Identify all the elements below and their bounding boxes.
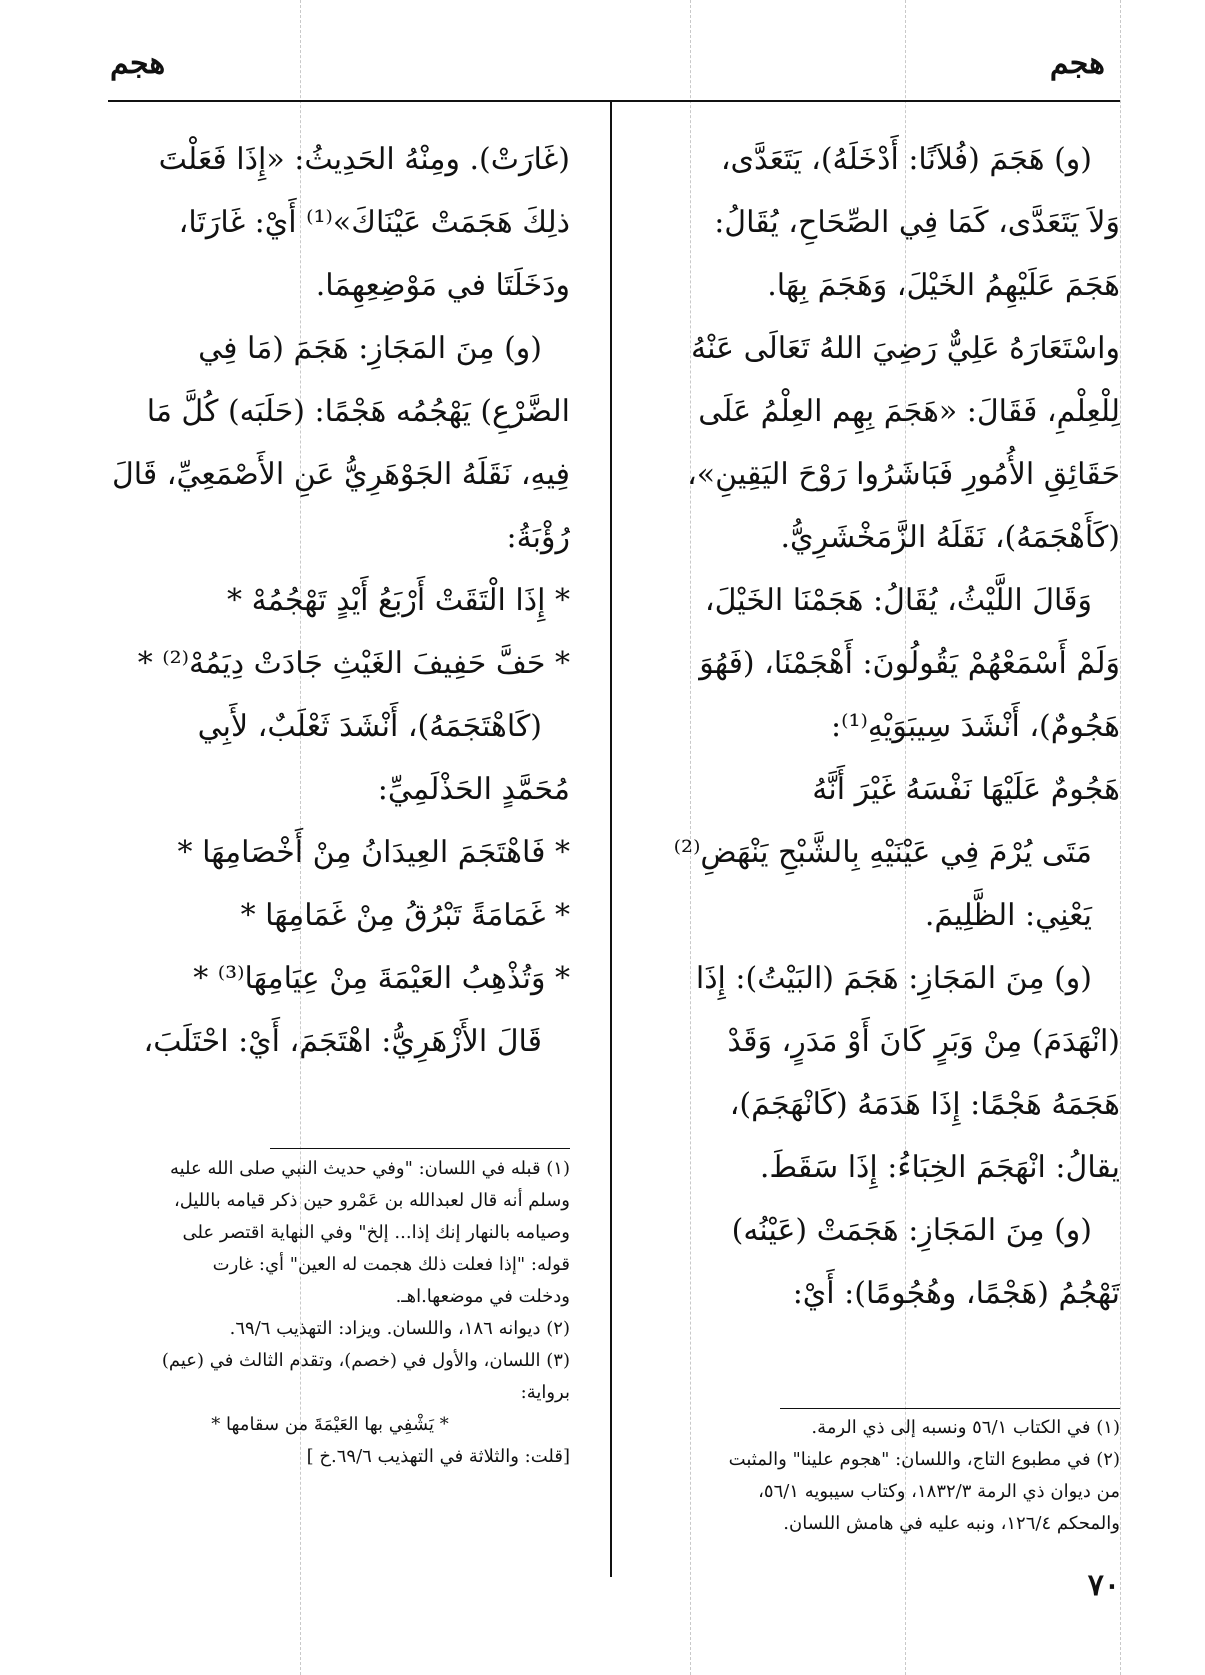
footnote-line: ودخلت في موضعها.اهـ. (395, 1286, 570, 1307)
scan-artifact (1120, 0, 1121, 1675)
footnote-verse: * يَشْفِي بها العَيْمَةَ من سقامها * (211, 1414, 449, 1435)
text-line: تَهْجُمُ (هَجْمًا، وهُجُومًا): أَيْ: (792, 1276, 1120, 1311)
text-line: مُحَمَّدٍ الحَذْلَمِيِّ: (377, 772, 570, 807)
text-line: هَجُومٌ)، أَنْشَدَ سِيبَوَيْهِ⁽¹⁾: (831, 709, 1120, 744)
column-divider (610, 102, 612, 1577)
verse-line: هَجُومٌ عَلَيْهَا نَفْسَهُ غَيْرَ أَنَّهُ (812, 772, 1120, 807)
text-line: (و) مِنَ المَجَازِ: هَجَمَ (البَيْتُ): إِذَا (695, 961, 1092, 996)
text-line: يَعْنِي: الظَّلِيمَ. (924, 898, 1092, 933)
verse-line: * حَفَّ حَفِيفَ الغَيْثِ جَادَتْ دِيَمُهْ⁽²⁾ * (137, 646, 570, 681)
verse-line: * فَاهْتَجَمَ العِيدَانُ مِنْ أَخْصَامِهَا * (177, 835, 570, 870)
text-line: فِيهِ، نَقَلَهُ الجَوْهَرِيُّ عَنِ الأَصْمَعِيِّ، قَالَ (111, 457, 570, 492)
text-line: (كَاهْتَجَمَهُ)، أَنْشَدَ ثَعْلَبٌ، لأَبِي (197, 709, 542, 744)
footnotes-right (640, 1412, 1120, 1540)
text-line: رُؤْبَةُ: (506, 520, 570, 555)
footnote-rule-right (780, 1408, 1120, 1409)
footnote-line: برواية: (520, 1382, 570, 1403)
footnotes-left (90, 1153, 570, 1473)
text-line: ذلِكَ هَجَمَتْ عَيْنَاكَ»⁽¹⁾ أَيْ: غَارَتَا، (178, 205, 570, 240)
footnote-line: (٣) اللسان، والأول في (خصم)، وتقدم الثالث في (عيم) (161, 1350, 570, 1371)
text-line: وَلَمْ أَسْمَعْهُمْ يَقُولُونَ: أَهْجَمْنَا، (فَهُوَ (699, 646, 1120, 681)
text-line: وَلاَ يَتَعَدَّى، كَمَا فِي الصِّحَاحِ، يُقَالُ: (714, 205, 1120, 240)
footnote-line: والمحكم ١٢٦/٤، ونبه عليه في هامش اللسان. (783, 1513, 1120, 1534)
text-line: (و) مِنَ المَجَازِ: هَجَمَ (مَا فِي (198, 331, 542, 366)
footnote-line: (٢) في مطبوع التاج، واللسان: "هجوم علينا" والمثبت (728, 1449, 1120, 1470)
text-line: وَقَالَ اللَّيْثُ، يُقَالُ: هَجَمْنَا الخَيْلَ، (704, 583, 1092, 618)
running-header-right: هجم (1049, 46, 1105, 81)
text-line: قَالَ الأَزْهَرِيُّ: اهْتَجَمَ، أَيْ: احْتَلَبَ، (143, 1024, 542, 1059)
footnote-line: (١) في الكتاب ٥٦/١ ونسبه إلى ذي الرمة. (811, 1417, 1120, 1438)
text-line: ودَخَلَتَا في مَوْضِعِهِمَا. (315, 268, 570, 303)
verse-line: * وَتُذْهِبُ العَيْمَةَ مِنْ عِيَامِهَا⁽³⁾ * (193, 961, 570, 996)
right-column (640, 128, 1120, 1325)
footnote-line: [قلت: والثلاثة في التهذيب ٦٩/٦.خ ] (306, 1446, 570, 1467)
text-line: واسْتَعَارَهُ عَلِيٌّ رَضِيَ اللهُ تَعَالَى عَنْهُ (691, 331, 1120, 366)
text-line: حَقَائِقِ الأُمُورِ فَبَاشَرُوا رَوْحَ اليَقِينِ»، (687, 457, 1120, 492)
running-header-left: هجم (110, 46, 166, 81)
text-line: (غَارَتْ). ومِنْهُ الحَدِيثُ: «إِذَا فَعَلْتَ (158, 142, 570, 177)
footnote-line: قوله: "إذا فعلت ذلك هجمت له العين" أي: غارت (212, 1254, 570, 1275)
text-line: لِلْعِلْمِ، فَقَالَ: «هَجَمَ بِهِم العِلْمُ عَلَى (698, 394, 1120, 429)
header-rule (108, 100, 1120, 102)
left-column (90, 128, 570, 1073)
verse-line: * إِذَا الْتَقَتْ أَرْبَعُ أَيْدٍ تَهْجُمُهْ * (227, 583, 570, 618)
text-line: (انْهَدَمَ) مِنْ وَبَرٍ كَانَ أَوْ مَدَرٍ، وَقَدْ (727, 1024, 1120, 1059)
text-line: هَجَمَهُ هَجْمًا: إِذَا هَدَمَهُ (كَانْهَجَمَ)، (729, 1087, 1120, 1122)
text-line: هَجَمَ عَلَيْهِمُ الخَيْلَ، وَهَجَمَ بِهَا. (767, 268, 1120, 303)
page-number: ٧٠ (1087, 1568, 1120, 1603)
footnote-line: وسلم أنه قال لعبدالله بن عَمْرو حين ذكر قيامه بالليل، (173, 1190, 570, 1211)
footnote-line: (٢) ديوانه ١٨٦، واللسان. ويزاد: التهذيب ٦٩/٦. (229, 1318, 570, 1339)
text-line: (و) هَجَمَ (فُلاَنًا: أَدْخَلَهُ)، يَتَعَدَّى، (720, 142, 1092, 177)
text-line: يقالُ: انْهَجَمَ الخِبَاءُ: إِذَا سَقَطَ. (759, 1150, 1120, 1185)
text-line: الضَّرْعِ) يَهْجُمُه هَجْمًا: (حَلَبَه) كُلَّ مَا (146, 394, 570, 429)
text-line: (كَأَهْجَمَهُ)، نَقَلَهُ الزَّمَخْشَرِيُّ. (780, 520, 1120, 555)
text-line: (و) مِنَ المَجَازِ: هَجَمَتْ (عَيْنُه) (731, 1213, 1092, 1248)
verse-line: مَتَى يُرْمَ فِي عَيْنَيْهِ بِالشَّبْحِ يَنْهَضِ⁽²⁾ (673, 835, 1092, 870)
footnote-line: (١) قبله في اللسان: "وفي حديث النبي صلى الله عليه (169, 1158, 570, 1179)
verse-line: * غَمَامَةً تَبْرُقُ مِنْ غَمَامِهَا * (240, 898, 570, 933)
footnote-line: وصيامه بالنهار إنك إذا... إلخ" وفي النهاية اقتصر على (182, 1222, 570, 1243)
footnote-rule-left (270, 1148, 570, 1149)
footnote-line: من ديوان ذي الرمة ١٨٣٢/٣، وكتاب سيبويه ٥٦/١، (758, 1481, 1120, 1502)
